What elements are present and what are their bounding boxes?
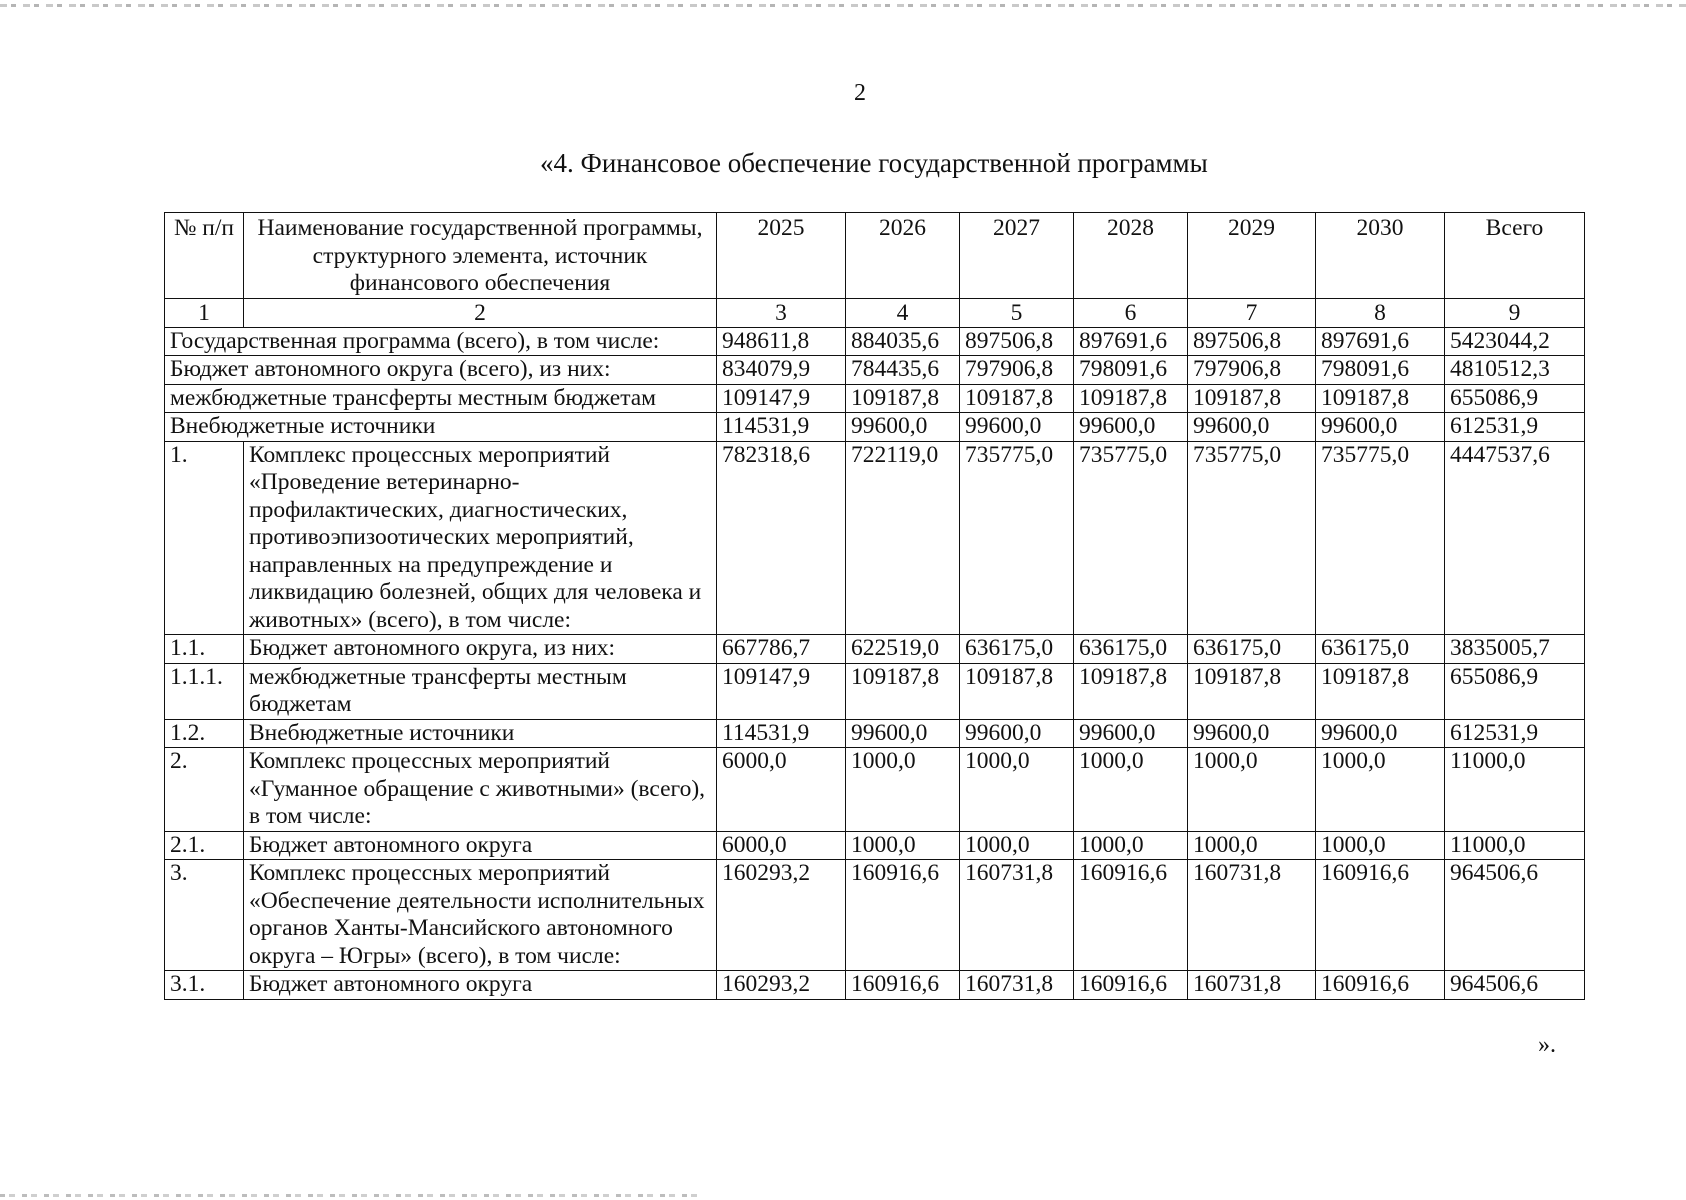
column-number: 9 — [1445, 298, 1585, 327]
item-row — [165, 719, 1585, 748]
column-number: 8 — [1316, 298, 1445, 327]
item-value: 3835005,7 — [1445, 635, 1585, 664]
table-body — [165, 213, 1585, 1000]
column-number: 3 — [717, 298, 846, 327]
item-value: 1000,0 — [846, 748, 960, 832]
item-number: 1.1. — [165, 635, 244, 664]
item-value: 782318,6 — [717, 441, 846, 635]
summary-row — [165, 327, 1585, 356]
summary-label: Государственная программа (всего), в том числе: — [165, 327, 717, 356]
item-value: 99600,0 — [1074, 719, 1188, 748]
item-value: 655086,9 — [1445, 663, 1585, 719]
page-number: 2 — [854, 80, 866, 106]
item-value: 1000,0 — [1316, 748, 1445, 832]
summary-value: 897691,6 — [1316, 327, 1445, 356]
item-name: Бюджет автономного округа — [244, 831, 717, 860]
item-value: 109187,8 — [1188, 663, 1316, 719]
item-name: Комплекс процессных мероприятий «Проведение ветеринарно-профилактических, диагностических, противоэпизоотических мероприятий, направленных на предупреждение и ликвидацию болезней, общих для человека и животных» (всего), в том числе: — [244, 441, 717, 635]
item-value: 636175,0 — [1316, 635, 1445, 664]
item-value: 99600,0 — [846, 719, 960, 748]
summary-value: 4810512,3 — [1445, 356, 1585, 385]
item-value: 735775,0 — [1316, 441, 1445, 635]
summary-value: 897506,8 — [1188, 327, 1316, 356]
item-value: 109187,8 — [1074, 663, 1188, 719]
item-value: 160916,6 — [1074, 860, 1188, 971]
item-row — [165, 860, 1585, 971]
item-value: 160293,2 — [717, 971, 846, 1000]
item-row — [165, 748, 1585, 832]
item-value: 160916,6 — [846, 860, 960, 971]
summary-row — [165, 356, 1585, 385]
item-value: 160731,8 — [1188, 860, 1316, 971]
item-value: 667786,7 — [717, 635, 846, 664]
header-2025: 2025 — [717, 213, 846, 299]
item-value: 160916,6 — [1074, 971, 1188, 1000]
item-value: 612531,9 — [1445, 719, 1585, 748]
item-value: 636175,0 — [1188, 635, 1316, 664]
item-value: 109147,9 — [717, 663, 846, 719]
item-name: Внебюджетные источники — [244, 719, 717, 748]
summary-value: 99600,0 — [1074, 413, 1188, 442]
item-value: 99600,0 — [1188, 719, 1316, 748]
summary-row — [165, 413, 1585, 442]
item-value: 735775,0 — [960, 441, 1074, 635]
column-number: 4 — [846, 298, 960, 327]
column-number: 7 — [1188, 298, 1316, 327]
item-name: межбюджетные трансферты местным бюджетам — [244, 663, 717, 719]
summary-value: 798091,6 — [1316, 356, 1445, 385]
item-value: 4447537,6 — [1445, 441, 1585, 635]
document-title: «4. Финансовое обеспечение государственной программы — [540, 148, 1208, 178]
item-value: 1000,0 — [1188, 831, 1316, 860]
summary-value: 109187,8 — [1074, 384, 1188, 413]
column-number: 5 — [960, 298, 1074, 327]
summary-value: 834079,9 — [717, 356, 846, 385]
item-number: 1. — [165, 441, 244, 635]
item-value: 109187,8 — [846, 663, 960, 719]
item-value: 160731,8 — [960, 971, 1074, 1000]
item-value: 735775,0 — [1188, 441, 1316, 635]
column-number-row — [165, 298, 1585, 327]
summary-value: 784435,6 — [846, 356, 960, 385]
header-name: Наименование государственной программы, структурного элемента, источник финансового обеспечения — [244, 213, 717, 299]
item-value: 11000,0 — [1445, 831, 1585, 860]
item-value: 160731,8 — [1188, 971, 1316, 1000]
header-total: Всего — [1445, 213, 1585, 299]
header-2030: 2030 — [1316, 213, 1445, 299]
item-row — [165, 635, 1585, 664]
item-value: 1000,0 — [1074, 831, 1188, 860]
item-value: 99600,0 — [960, 719, 1074, 748]
summary-value: 612531,9 — [1445, 413, 1585, 442]
item-number: 2. — [165, 748, 244, 832]
column-number: 6 — [1074, 298, 1188, 327]
scan-edge-bottom — [0, 1194, 700, 1197]
item-number: 1.1.1. — [165, 663, 244, 719]
summary-value: 797906,8 — [1188, 356, 1316, 385]
summary-value: 114531,9 — [717, 413, 846, 442]
item-row — [165, 441, 1585, 635]
summary-value: 884035,6 — [846, 327, 960, 356]
item-value: 160916,6 — [846, 971, 960, 1000]
item-value: 160731,8 — [960, 860, 1074, 971]
summary-value: 897691,6 — [1074, 327, 1188, 356]
item-value: 160916,6 — [1316, 971, 1445, 1000]
item-value: 114531,9 — [717, 719, 846, 748]
summary-value: 99600,0 — [960, 413, 1074, 442]
header-2026: 2026 — [846, 213, 960, 299]
summary-label: межбюджетные трансферты местным бюджетам — [165, 384, 717, 413]
item-value: 160916,6 — [1316, 860, 1445, 971]
item-value: 735775,0 — [1074, 441, 1188, 635]
item-number: 1.2. — [165, 719, 244, 748]
summary-value: 655086,9 — [1445, 384, 1585, 413]
item-value: 722119,0 — [846, 441, 960, 635]
item-name: Комплекс процессных мероприятий «Гуманное обращение с животными» (всего), в том числе: — [244, 748, 717, 832]
scan-edge-top — [0, 4, 1686, 7]
item-value: 109187,8 — [1316, 663, 1445, 719]
summary-value: 109187,8 — [960, 384, 1074, 413]
item-number: 3.1. — [165, 971, 244, 1000]
header-2028: 2028 — [1074, 213, 1188, 299]
summary-value: 797906,8 — [960, 356, 1074, 385]
summary-row — [165, 384, 1585, 413]
item-name: Бюджет автономного округа — [244, 971, 717, 1000]
closing-quote: ». — [1538, 1032, 1556, 1058]
item-value: 1000,0 — [846, 831, 960, 860]
item-value: 1000,0 — [1316, 831, 1445, 860]
column-number: 1 — [165, 298, 244, 327]
summary-label: Внебюджетные источники — [165, 413, 717, 442]
summary-value: 798091,6 — [1074, 356, 1188, 385]
summary-value: 109187,8 — [846, 384, 960, 413]
item-name: Комплекс процессных мероприятий «Обеспечение деятельности исполнительных органов Ханты-Мансийского автономного округа – Югры» (всего), в том числе: — [244, 860, 717, 971]
header-2029: 2029 — [1188, 213, 1316, 299]
header-row — [165, 213, 1585, 299]
summary-value: 948611,8 — [717, 327, 846, 356]
item-number: 2.1. — [165, 831, 244, 860]
summary-value: 99600,0 — [1316, 413, 1445, 442]
summary-value: 109187,8 — [1316, 384, 1445, 413]
item-value: 636175,0 — [1074, 635, 1188, 664]
summary-value: 5423044,2 — [1445, 327, 1585, 356]
column-number: 2 — [244, 298, 717, 327]
summary-label: Бюджет автономного округа (всего), из них: — [165, 356, 717, 385]
summary-value: 99600,0 — [1188, 413, 1316, 442]
item-value: 964506,6 — [1445, 860, 1585, 971]
item-value: 1000,0 — [1074, 748, 1188, 832]
item-value: 99600,0 — [1316, 719, 1445, 748]
financing-table — [164, 212, 1585, 1000]
item-value: 160293,2 — [717, 860, 846, 971]
header-num: № п/п — [165, 213, 244, 299]
item-value: 1000,0 — [960, 831, 1074, 860]
item-value: 964506,6 — [1445, 971, 1585, 1000]
item-name: Бюджет автономного округа, из них: — [244, 635, 717, 664]
item-value: 636175,0 — [960, 635, 1074, 664]
item-row — [165, 663, 1585, 719]
item-value: 6000,0 — [717, 831, 846, 860]
summary-value: 897506,8 — [960, 327, 1074, 356]
item-value: 6000,0 — [717, 748, 846, 832]
summary-value: 109147,9 — [717, 384, 846, 413]
item-value: 1000,0 — [1188, 748, 1316, 832]
item-value: 622519,0 — [846, 635, 960, 664]
item-value: 11000,0 — [1445, 748, 1585, 832]
item-row — [165, 971, 1585, 1000]
summary-value: 99600,0 — [846, 413, 960, 442]
item-number: 3. — [165, 860, 244, 971]
item-value: 1000,0 — [960, 748, 1074, 832]
summary-value: 109187,8 — [1188, 384, 1316, 413]
item-value: 109187,8 — [960, 663, 1074, 719]
item-row — [165, 831, 1585, 860]
header-2027: 2027 — [960, 213, 1074, 299]
